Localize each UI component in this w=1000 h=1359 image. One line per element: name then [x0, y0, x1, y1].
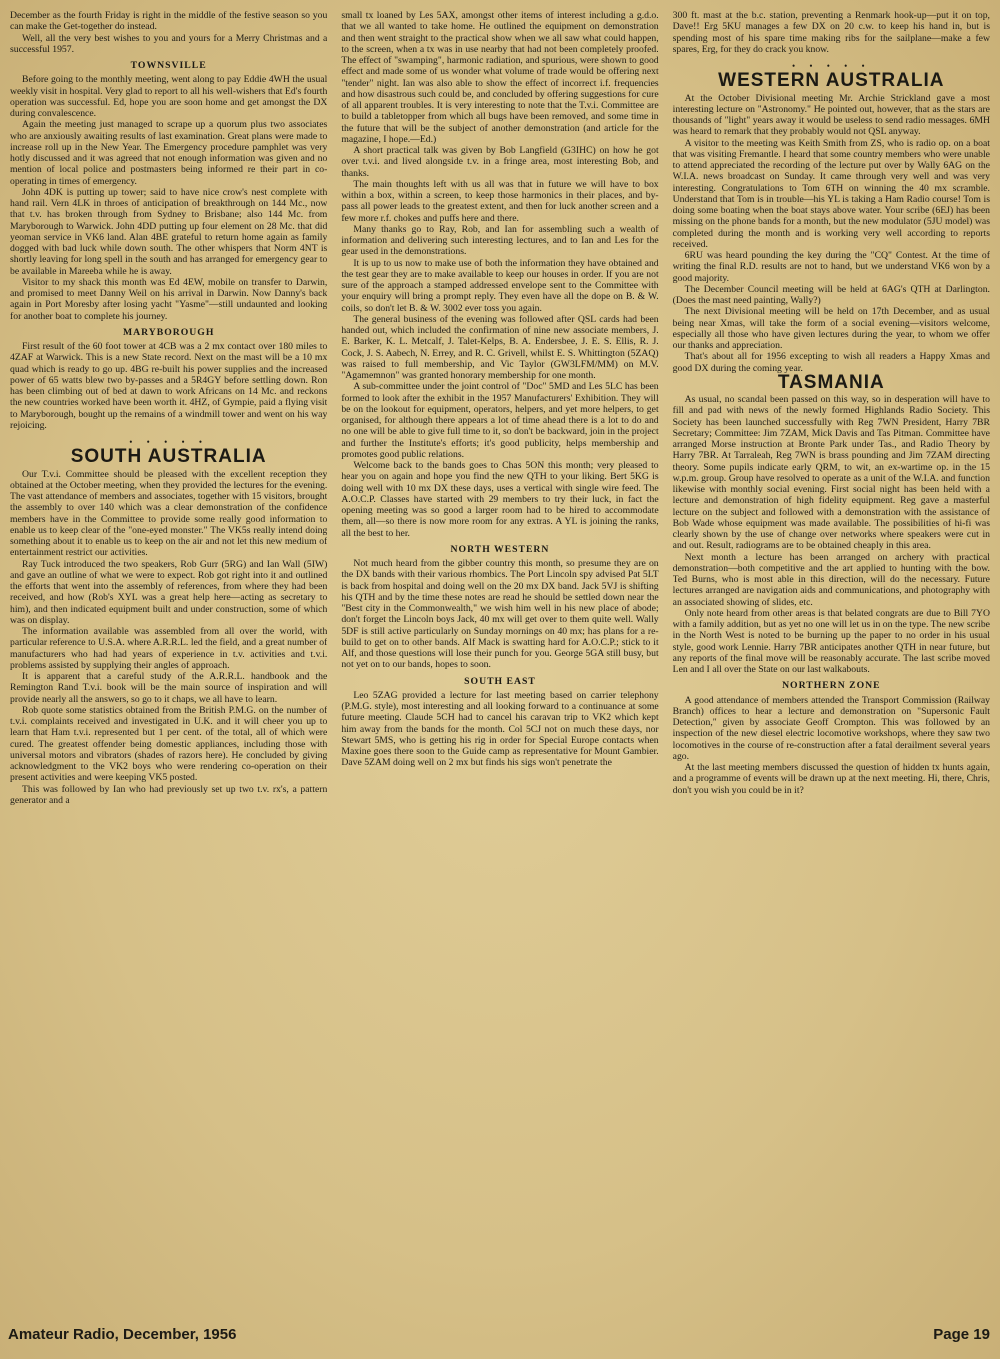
- paragraph: 300 ft. mast at the b.c. station, preventing a Renmark hook-up—put it on top, Dave!! Erg 5KU manages a few DX on 20 c.w. to keep his hand in, but is spending most of his spare time making ribs for the sailplane—make a few spares, Erg, for they do crack you know.: [672, 10, 990, 55]
- paragraph: It is up to us now to make use of both the information they have obtained and the test gear they are to make available to keep our houses in order. If you are not sure of the approach a stamped addressed envelope sent to the Committee with your enquiry will bring a prompt reply. They even have all the dope on B. & W. coils, so don't let B. & W. 3002 ever toss you again.: [341, 257, 659, 314]
- paragraph: A sub-committee under the joint control of "Doc" 5MD and Les 5LC has been formed to look after the exhibit in the 1957 Manufacturers' Exhibition. They will be on the lookout for equipment, operators, helpers, and yet more helpers, to get organised, for although there appears a lot of time ahead there is a lot to do and no one will be able to give full time to it, so don't be backward, join in the project and further the Institute's efforts; it's good publicity, helps membership and promotes good public relations.: [341, 381, 659, 460]
- paragraph: A good attendance of members attended the Transport Commission (Railway Branch) offices to hear a lecture and demonstration on "Supersonic Fault Detection," given by associate Geoff Crompton. This was followed by an inspection of the new diesel electric locomotive workshops, where they saw two locomotives in the course of re-construction after a fatal derailment several years ago.: [672, 694, 990, 762]
- paragraph: Again the meeting just managed to scrape up a quorum plus two associates who are anxiously awaiting results of last examination. Great plans were made to increase roll up in the New Year. The Emergency procedure pamphlet was very hotly discussed and it was agreed that not enough information was given and no mention of local police and postmasters being informed re their part in co-operating in times of emergency.: [10, 119, 328, 187]
- paragraph: The main thoughts left with us all was that in future we will have to box within a box, within a screen, to keep those harmonics in their places, and by-pass all power leads to the greatest extent, and then for luck another screen and a few more r.f. chokes and puffs here and there.: [341, 178, 659, 224]
- paragraph: The information available was assembled from all over the world, with particular reference to U.S.A. where A.R.R.L. led the field, and a great number of manufacturers who had had years of experience in t.v. activities and t.v.i. problems assisted by supplying their angles of approach.: [10, 626, 328, 671]
- paragraph: Only note heard from other areas is that belated congrats are due to Bill 7YO with a family addition, but as yet no one will let us in on the type. The new scribe in the North West is noted to be burning up the paper to no order in his usual style, good work Lennie. Harry 7BR anticipates another QTH in near future, but any reports of the final move will be reasonably accurate. The last scribe moved Len and I all over the State on our last walkabouts.: [672, 607, 990, 675]
- paragraph: 6RU was heard pounding the key during the "CQ" Contest. At the time of writing the final R.D. results are not to hand, but we understand VK6 won by a good majority.: [672, 250, 990, 284]
- paragraph: Welcome back to the bands goes to Chas 5ON this month; very pleased to hear you on again and hope you find the new QTH to your liking. Bert 5KG is doing well with 10 mx DX these days, uses a vertical with single wire feed. The A.O.C.P. Classes have started with 29 members to try their luck, in fact the opening meeting was so good a larger room had to be hired to accommodate them, all—so there is now more room for any extras. A YL is joining the ranks, all the best to her.: [341, 460, 659, 539]
- column-1: [10, 10, 327, 1315]
- page-number: Page 19: [933, 1325, 990, 1343]
- paragraph: The general business of the evening was followed after QSL cards had been handed out, which included the confirmation of nine new associate members, J. E. Barker, K. L. Metcalf, J. Talet-Kelps, B. A. Endersbee, J. E. S. Ellis, R. J. Cock, J. S. Aabech, N. Errey, and R. C. Grivell, whilst E. S. Whittington (5ZAQ) was raised to full membership, and Vic Taylor (GW3LFM/MM) on M.V. "Agamemnon" was granted honorary membership for one month.: [341, 313, 659, 381]
- article-columns: [10, 10, 990, 1315]
- section-heading-northern-zone: NORTHERN ZONE: [782, 680, 881, 692]
- paragraph: Rob quote some statistics obtained from the British P.M.G. on the number of t.v.i. complaints received and investigated in U.K. and it will cheer you up to learn that Ham t.v.i. represented but 1 per cent. of the total, all of which were cured. The greatest offender being domestic appliances, including those with universal motors and vibrators (shades of razors here). He concluded by giving acknowledgment to the VK2 boys who were rendering co-operation on their present activities and were keeping VK5 posted.: [10, 704, 328, 784]
- paragraph: Next month a lecture has been arranged on archery with practical demonstration—both competitive and the art applied to hunting with the bow. Ted Burns, who is most able in this direction, will do the necessary. Future lectures arranged are navigation aids and communications, and photography with an associated showing of slides, etc.: [672, 551, 990, 608]
- section-heading-north-western: NORTH WESTERN: [450, 543, 550, 555]
- paragraph: It is apparent that a careful study of the A.R.R.L. handbook and the Remington Rand T.v.i. book will be the main source of inspiration and will provide nearly all the answers, so go to it chaps, we all have to learn.: [10, 671, 328, 705]
- page-footer: [8, 1322, 990, 1346]
- column-2: [341, 10, 658, 1315]
- column-3: [673, 10, 990, 1315]
- paragraph: Before going to the monthly meeting, went along to pay Eddie 4WH the usual weekly visit in hospital. Very glad to report to all his well-wishers that Ed's fourth operation was successful. Ed, hope you are soon home and get amongst the DX during convalescence.: [10, 74, 328, 119]
- paragraph: Ray Tuck introduced the two speakers, Rob Gurr (5RG) and Ian Wall (5IW) and gave an outline of what we were to expect. Rob got right into it and outlined the efforts that went into the assembly of references, from where they had been received, and how (Rob's XYL was a great help here—acting as secretary to him), and then indicated equipment built and under construction, some of which was on display.: [10, 558, 328, 626]
- paragraph: At the last meeting members discussed the question of hidden tx hunts again, and a programme of events will be drawn up at the next meeting. Hi, there, Chris, don't you wish you could be in it?: [672, 762, 990, 796]
- paragraph: Well, all the very best wishes to you and yours for a Merry Christmas and a successful 1957.: [10, 32, 328, 55]
- paragraph: A short practical talk was given by Bob Langfield (G3IHC) on how he got over t.v.i. and lived alongside t.v. in a fringe area, most interesting Bob, and thanks.: [341, 145, 659, 179]
- paragraph: John 4DK is putting up tower; said to have nice crow's nest complete with hand rail. Vern 4LK in throes of anticipation of breakthrough on 144 Mc., now that t.v. has broken through from Sydney to Brisbane; also 144 Mc. from Maryborough to Warwick. John 4DD putting up four element on 28 Mc. that did yeoman service in VK6 land. Alan 4BE grateful to return home again as family dogged with bad luck while down south. The other whispers that Norm 4NT is shortly leaving for long spell in the south and has arranged for emergency gear to be available in Mareeba while he is away.: [10, 186, 328, 277]
- paragraph: Many thanks go to Ray, Rob, and Ian for assembling such a wealth of information and delivering such interesting lectures, and to Ian and Les for the gear used in the demonstrations.: [341, 223, 659, 258]
- footer-publication: Amateur Radio, December, 1956: [8, 1325, 237, 1343]
- paragraph: As usual, no scandal been passed on this way, so in desperation will have to fill and pad with news of the newly formed Highlands Radio Society. This Society has been launched successfully with Reg 7WN President, Harry 7BR Secretary; Committee: Jim 7ZAM, Mick Davis and Tas Pitman. Committee have arranged Morse instruction at Bronte Park under Tas., and Radio Theory by Harry 7BR. At Tarraleah, Reg 7WN is brass pounding and Jim 7ZAM directing theory. Some pupils indicate early QRM, to wit, an ex-wartime op. in the 15 w.p.m. group. Group have resolved to operate as a unit of the W.I.A. and function likewise with monthly social evening. First social night has been held with a lecture and demonstration of high fidelity equipment. Reg gave a masterful lecture on the subject and followed with a demonstration with the assistance of Bob Wade whose equipment was made available. The possibilities of hi-fi was clearly shown by the use of change over networks where speakers were cut in and out. Result, radiograms are to be obtained cheaply in this area.: [672, 394, 990, 552]
- division-heading-south-australia: SOUTH AUSTRALIA: [70, 446, 267, 468]
- paragraph: The next Divisional meeting will be held on 17th December, and as usual being near Xmas, will take the form of a social evening—visitors welcome, especially all those who have given lectures during the year, to whom we offer our thanks and appreciation.: [672, 306, 990, 351]
- paragraph: At the October Divisional meeting Mr. Archie Strickland gave a most interesting lecture on "Astronomy." He pointed out, however, that as the stars are thousands of "light" years away it would be useless to send radio messages. 6MH was heard to remark that they probably would not QSL anyway.: [672, 92, 990, 138]
- paragraph: Visitor to my shack this month was Ed 4EW, mobile on transfer to Darwin, and promised to meet Danny Weil on his arrival in Darwin. Now Danny's back again in Port Moresby after losing yacht "Yasme"—still undaunted and looking for another boat to complete his journey.: [10, 276, 328, 322]
- section-divider: • • • • •: [129, 437, 209, 447]
- paragraph: The December Council meeting will be held at 6AG's QTH at Darlington. (Does the mast need painting, Wally?): [672, 283, 990, 306]
- paragraph: small tx loaned by Les 5AX, amongst other items of interest including a g.d.o. that we all wanted to take home. He outlined the equipment on demonstration and then went straight to the practical show when we all saw what could happen, to the screen, when a tx was in use nearby that had not been completely proofed. The effect of "swamping", harmonic radiation, and spurious, were shown to good effect and made some of us wonder what volume of trade would be offering next "tender" night. Ian was also able to show the effect of incorrect i.f. frequencies and how disastrous such could be, and concluded by offering suggestions for cure of all apparent troubles. It is very interesting to note that the T.v.i. Committee are to build a tabletopper from which all bugs have been removed, and some time in the future that will be the subject of another demonstration (and article for the magazine, I hope.—Ed.): [341, 10, 659, 145]
- section-heading-townsville: TOWNSVILLE: [130, 60, 207, 71]
- paragraph: December as the fourth Friday is right in the middle of the festive season so you can make the Get-together do instead.: [10, 10, 328, 33]
- section-divider: • • • • •: [791, 61, 871, 71]
- section-heading-maryborough: MARYBOROUGH: [122, 326, 215, 338]
- paragraph: A visitor to the meeting was Keith Smith from ZS, who is radio op. on a boat that was visiting Fremantle. I heard that some country members who were unable to attend appreciated the recording of the lecture put over by Wally 6AG on the W.I.A. news broadcast on Sunday. It came through very well and was very interesting. Congratulations to Tom 6TH on winning the 40 mx scramble. Understand that Tom is in trouble—his YL is taking a Ham Radio course! Tom is doing some boating when the boat stays above water. Your scribe (6EJ) has been missing on the phone bands for a month, but the new modulator (5JU model) was completed during the month and is working very well according to reports received.: [672, 137, 990, 250]
- paragraph: Leo 5ZAG provided a lecture for last meeting based on carrier telephony (P.M.G. style), most interesting and all looking forward to a continuance at some future meeting. Claude 5CH had to cancel his caravan trip to VK2 which kept him away from the bands for the month. Col 5CJ not on much these days, nor Stewart 5MS, who is getting his rig in order for Special Europe contacts when Maxine goes there soon to the Guide camp as representative for Mount Gambier. Dave 5ZAM doing well on 2 mx but finds his sigs won't penetrate the: [341, 689, 659, 769]
- paragraph: First result of the 60 foot tower at 4CB was a 2 mx contact over 180 miles to 4ZAF at Warwick. This is a new State record. Next on the mast will be a 10 mx quad which is ready to go up. 4BG re-built his power supplies and the increased power of 65 watts blew two by-passes and a 5R4GY before settling down. Ron has been climbing out of bed at dawn to work Africans on 14 Mc. and reckons the new countries worked have been worth it. 4HZ, of Gympie, paid a flying visit to Maryborough, bought up the remains of a windmill tower and went on his way rejoicing.: [10, 341, 328, 431]
- paragraph: This was followed by Ian who had previously set up two t.v. rx's, a pattern generator and a: [10, 783, 328, 806]
- paragraph: Our T.v.i. Committee should be pleased with the excellent reception they obtained at the October meeting, when they provided the lectures for the evening. The vast attendance of members and associates, together with 15 visitors, brought the assembly to over 140 which was a clear demonstration of the confidence members have in the Committee to provide some really good information to enable us to keep clear of the "one-eyed monster." The VK5s really intend doing something about it to enable us to keep on the air and not let this new medium of entertainment restrict our activities.: [10, 468, 328, 559]
- section-heading-south-east: SOUTH EAST: [464, 675, 536, 687]
- division-heading-western-australia: WESTERN AUSTRALIA: [718, 70, 945, 92]
- paragraph: That's about all for 1956 excepting to wish all readers a Happy Xmas and good DX during the coming year.: [672, 351, 990, 374]
- paragraph: Not much heard from the gibber country this month, so presume they are on the DX bands with their various rhombics. The Port Lincoln spy advised Pat 5LT is back from hospital and doing well on the 20 mx DX band. Jack 5VJ is shifting his QTH and by the time these notes are read he should be settled down near the "Best city in the Commonwealth," we wish him well in his new place of abode; don't forget the Lincoln boys Jack, 40 mx will get over to them quite well. Wally 5DF is still active particularly on Sunday mornings on 40 mx; has plans for a re-build to get on to other bands. Alf Mack is swatting hard for A.O.C.P.; stick to it Alf, and those questions will lose their punch for you. George 5GA still busy, but not yet on to our bands, hopes to soon.: [341, 558, 659, 671]
- division-heading-tasmania: TASMANIA: [777, 371, 885, 393]
